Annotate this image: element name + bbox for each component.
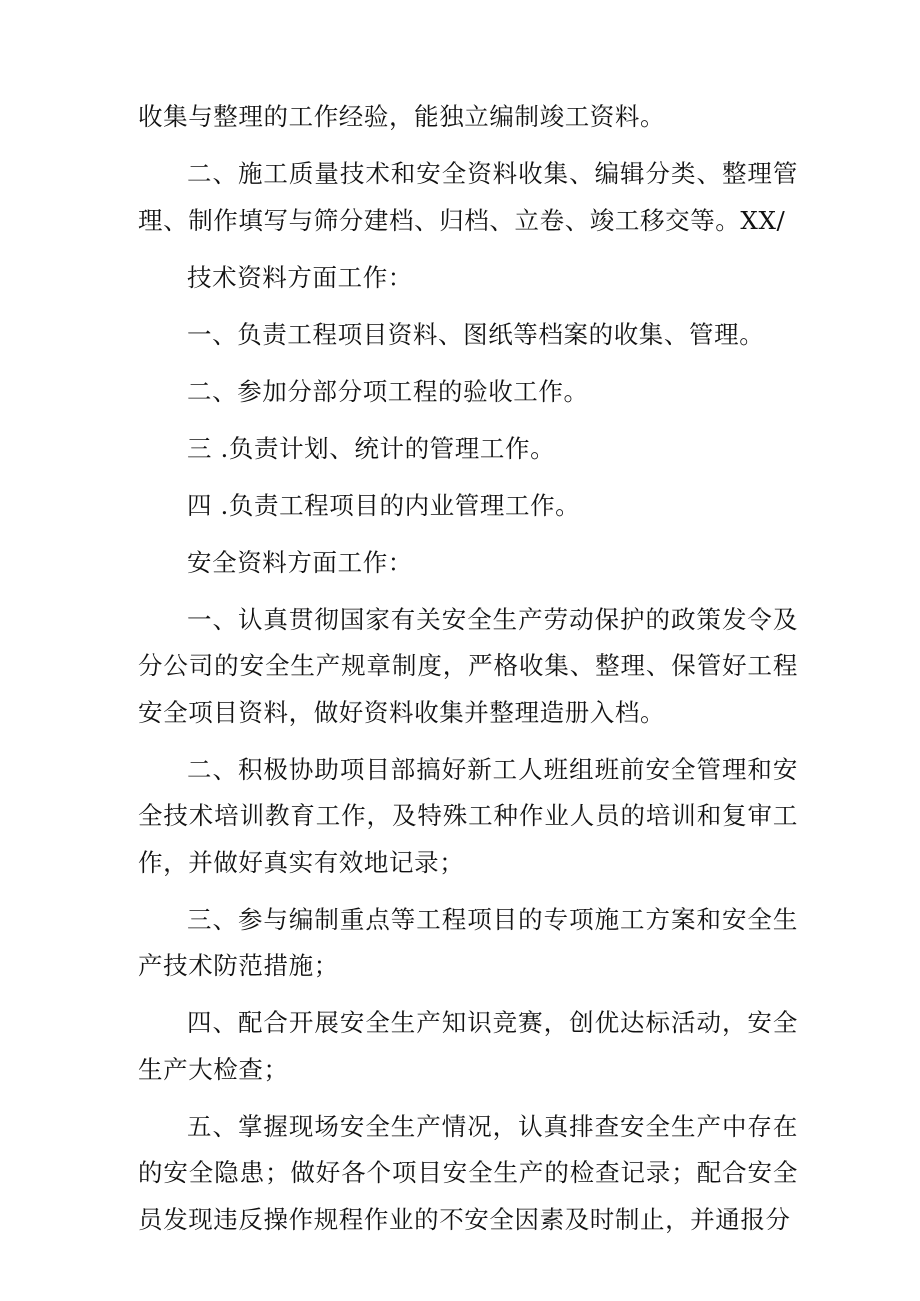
document-body bbox=[138, 94, 798, 1254]
paragraph-6: 三 .负责计划、统计的管理工作。 bbox=[187, 433, 556, 463]
paragraph-5: 二、参加分部分项工程的验收工作。 bbox=[187, 376, 589, 406]
paragraph-2: 二、施工质量技术和安全资料收集、编辑分类、整理管理、制作填写与筛分建档、归档、立卷、竣工移交等。XX/ bbox=[138, 159, 798, 235]
paragraph-11: 三、参与编制重点等工程项目的专项施工方案和安全生产技术防范措施； bbox=[138, 904, 798, 980]
paragraph-4: 一、负责工程项目资料、图纸等档案的收集、管理。 bbox=[187, 319, 765, 349]
paragraph-7: 四 .负责工程项目的内业管理工作。 bbox=[187, 490, 581, 520]
paragraph-12: 四、配合开展安全生产知识竞赛，创优达标活动，安全生产大检查； bbox=[138, 1008, 798, 1084]
paragraph-3-heading: 技术资料方面工作： bbox=[187, 262, 413, 292]
paragraph-8-heading: 安全资料方面工作： bbox=[187, 547, 413, 577]
paragraph-10: 二、积极协助项目部搞好新工人班组班前安全管理和安全技术培训教育工作，及特殊工种作业人员的培训和复审工作，并做好真实有效地记录； bbox=[138, 754, 798, 877]
paragraph-9: 一、认真贯彻国家有关安全生产劳动保护的政策发令及分公司的安全生产规章制度，严格收集、整理、保管好工程安全项目资料，做好资料收集并整理造册入档。 bbox=[138, 604, 798, 727]
paragraph-13: 五、掌握现场安全生产情况，认真排查安全生产中存在的安全隐患；做好各个项目安全生产的检查记录；配合安全员发现违反操作规程作业的不安全因素及时制止，并通报分 bbox=[138, 1111, 798, 1234]
paragraph-1: 收集与整理的工作经验，能独立编制竣工资料。 bbox=[138, 102, 666, 131]
